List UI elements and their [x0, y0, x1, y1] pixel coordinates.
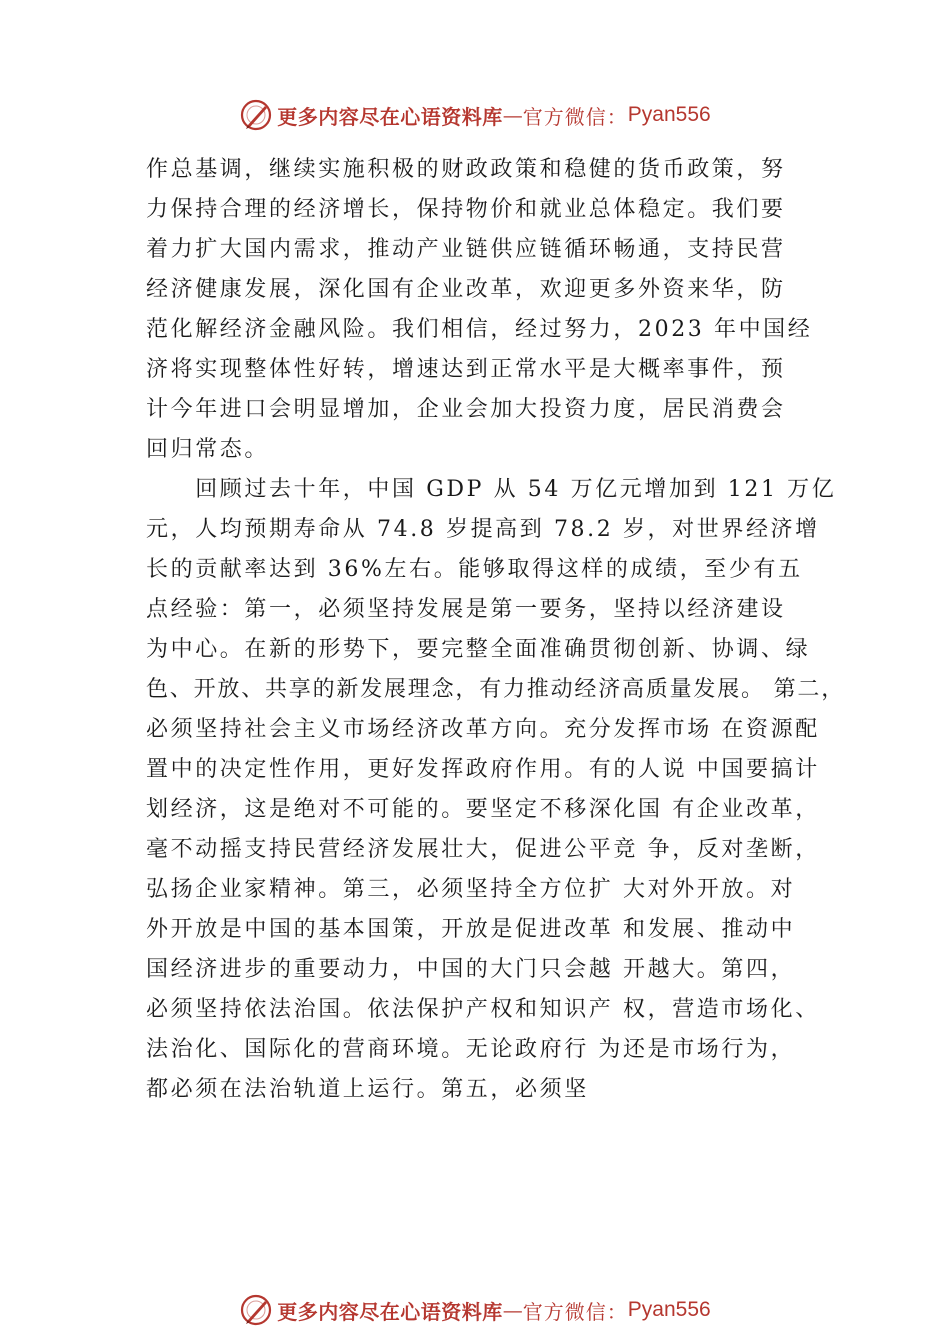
text-line: 都必须在法治轨道上运行。第五，必须坚	[146, 1077, 589, 1102]
text-line: 划经济，这是绝对不可能的。要坚定不移深化国 有企业改革，	[146, 797, 820, 822]
footer-wechat-id: Pyan556	[627, 1298, 711, 1321]
text-line: 长的贡献率达到 36%左右。能够取得这样的成绩，至少有五	[146, 557, 803, 582]
text-line: 置中的决定性作用，更好发挥政府作用。有的人说 中国要搞计	[146, 757, 820, 782]
footer-separator: —	[502, 1298, 523, 1322]
footer-wechat-label: 官方微信：	[522, 1299, 628, 1324]
text-line: 计今年进口会明显增加，企业会加大投资力度，居民消费会	[146, 397, 786, 422]
header-wechat-id: Pyan556	[627, 103, 711, 126]
text-line: 经济健康发展，深化国有企业改革，欢迎更多外资来华，防	[146, 277, 786, 302]
text-line: 作总基调，继续实施积极的财政政策和稳健的货币政策，努	[146, 157, 786, 182]
text-line: 为中心。在新的形势下，要完整全面准确贯彻创新、协调、绿	[146, 637, 811, 662]
text-line: 弘扬企业家精神。第三，必须坚持全方位扩 大对外开放。对	[146, 877, 796, 902]
pen-nib-logo-icon	[239, 98, 273, 132]
text-line: 法治化、国际化的营商环境。无论政府行 为还是市场行为，	[146, 1037, 796, 1062]
footer-banner	[0, 1290, 950, 1330]
text-line: 外开放是中国的基本国策，开放是促进改革 和发展、推动中	[146, 917, 796, 942]
text-line: 毫不动摇支持民营经济发展壮大，促进公平竞 争，反对垄断，	[146, 837, 820, 862]
footer-site-name: 更多内容尽在心语资料库	[277, 1299, 503, 1324]
text-line: 济将实现整体性好转，增速达到正常水平是大概率事件，预	[146, 357, 786, 382]
text-line: 回归常态。	[146, 437, 270, 462]
text-line: 点经验：第一，必须坚持发展是第一要务，坚持以经济建设	[146, 597, 786, 622]
document-body	[146, 150, 846, 1110]
text-line: 必须坚持依法治国。依法保护产权和知识产 权，营造市场化、	[146, 997, 820, 1022]
text-line: 力保持合理的经济增长，保持物价和就业总体稳定。我们要	[146, 197, 786, 222]
header-separator: —	[502, 103, 523, 127]
header-banner	[0, 95, 950, 135]
text-line: 范化解经济金融风险。我们相信，经过努力，2023 年中国经	[146, 317, 813, 342]
text-line: 回顾过去十年，中国 GDP 从 54 万亿元增加到 121 万亿	[146, 477, 837, 502]
text-line: 色、开放、共享的新发展理念，有力推动经济高质量发展。 第二，	[146, 677, 845, 702]
text-line: 国经济进步的重要动力，中国的大门只会越 开越大。第四，	[146, 957, 796, 982]
text-line: 必须坚持社会主义市场经济改革方向。充分发挥市场 在资源配	[146, 717, 820, 742]
header-wechat-label: 官方微信：	[522, 104, 628, 129]
text-line: 着力扩大国内需求，推动产业链供应链循环畅通，支持民营	[146, 237, 786, 262]
text-line: 元，人均预期寿命从 74.8 岁提高到 78.2 岁，对世界经济增	[146, 517, 820, 542]
pen-nib-logo-icon	[239, 1293, 273, 1327]
header-site-name: 更多内容尽在心语资料库	[277, 104, 503, 129]
